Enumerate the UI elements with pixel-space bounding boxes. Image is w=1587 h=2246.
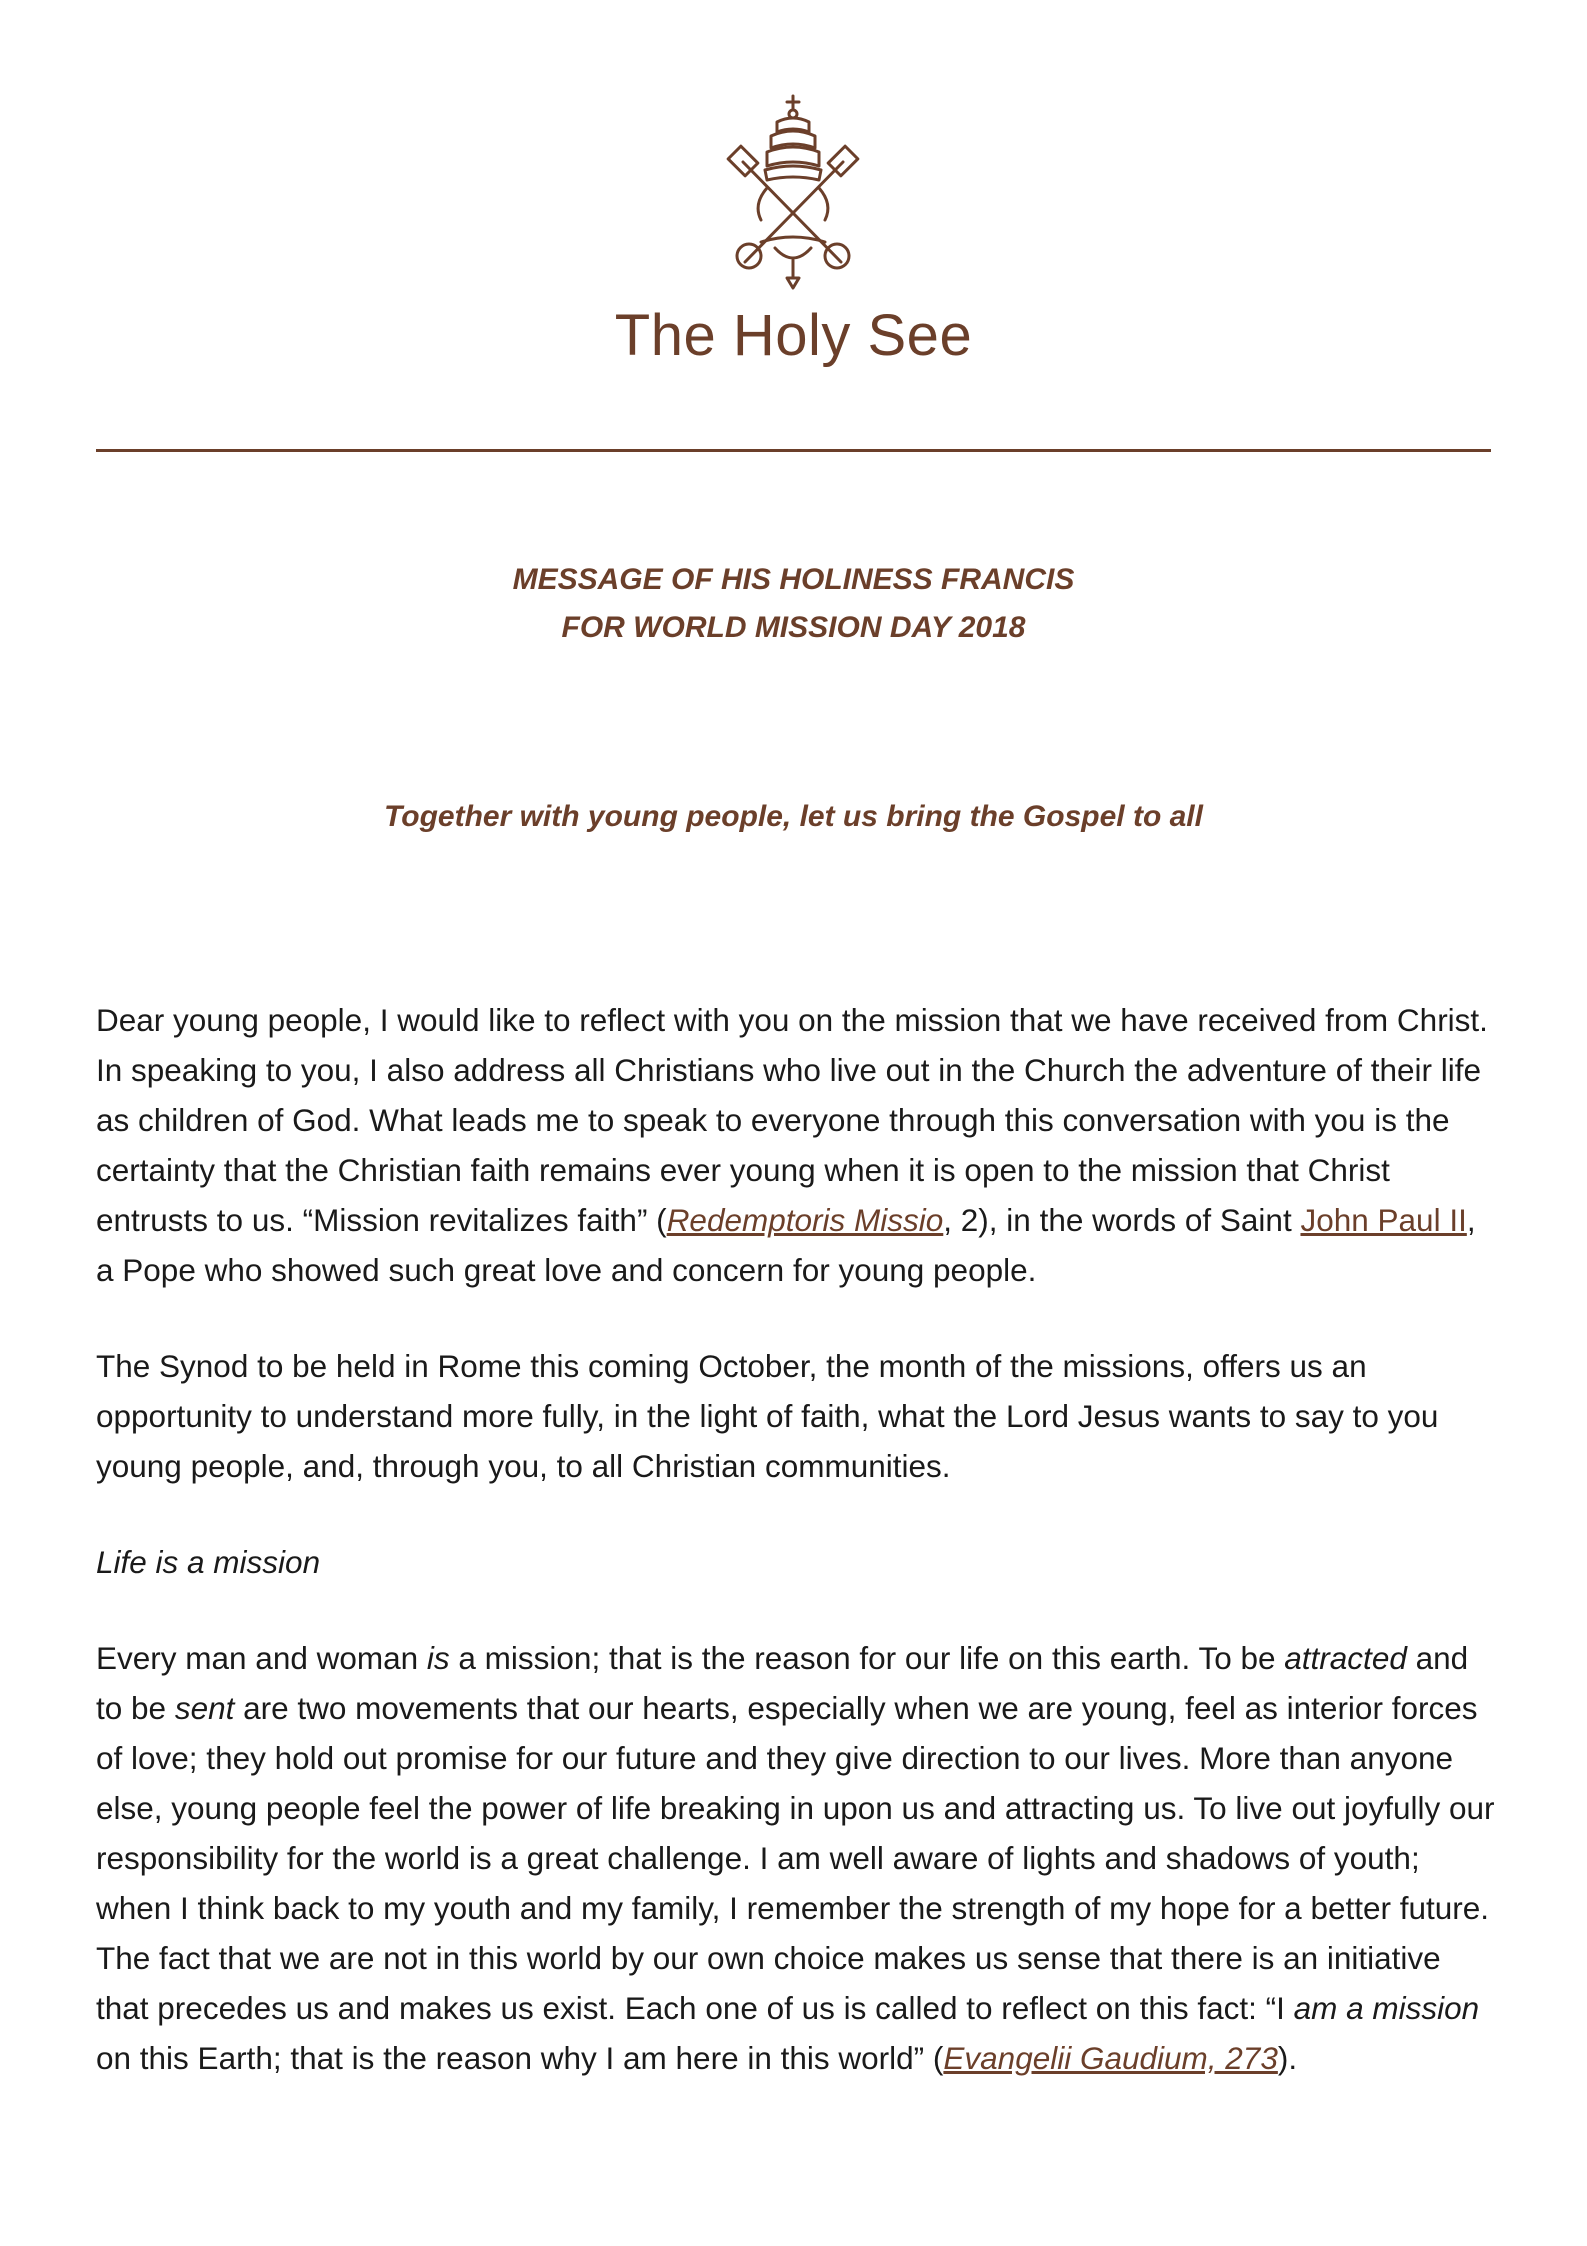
paragraph-text: , a Pope who showed such great love and concern for young people. [96, 1202, 1476, 1288]
emphasis-text: am a mission [1293, 1990, 1480, 2026]
redemptoris-missio-link[interactable]: Redemptoris Missio [666, 1202, 944, 1238]
header-divider [96, 449, 1491, 452]
paragraph [96, 995, 1496, 1295]
emphasis-text: sent [174, 1690, 235, 1726]
evangelii-gaudium-link[interactable]: Evangelii Gaudium, 273 [943, 2040, 1278, 2076]
document-subtitle: Together with young people, let us bring the Gospel to all [384, 800, 1203, 833]
john-paul-ii-link[interactable]: John Paul II [1300, 1202, 1467, 1238]
paragraph [96, 1633, 1496, 2083]
emphasis-text: is [426, 1640, 450, 1676]
document-title-line-1: MESSAGE OF HIS HOLINESS FRANCIS [512, 563, 1075, 596]
section-heading: Life is a mission [96, 1544, 321, 1580]
document-body [96, 995, 1496, 2129]
paragraph: The Synod to be held in Rome this coming October, the month of the missions, offers us an opportunity to understand more fully, in the light of faith, what the Lord Jesus wants to say to you young people, and, through you, to all Christian communities. [96, 1348, 1439, 1484]
paragraph-text: Dear young people, I would like to reflect with you on the mission that we have received from Christ. In speaking to you, I also address all Christians who live out in the Church the adventure of their life as children of God. What leads me to speak to everyone through this conversation with you is the certainty that the Christian faith remains ever young when it is open to the mission that Christ entrusts to us. “Mission revitalizes faith” ( [96, 1002, 1488, 1238]
document-title-line-2: FOR WORLD MISSION DAY 2018 [561, 611, 1026, 644]
site-title: The Holy See [614, 303, 973, 368]
paragraph-text: and to be [96, 1640, 1469, 1726]
papal-coat-of-arms-icon [713, 92, 873, 292]
paragraph-text: Every man and woman [96, 1640, 427, 1676]
paragraph-text: ). [1277, 2040, 1298, 2076]
paragraph-text: are two movements that our hearts, especially when we are young, feel as interior forces of love; they hold out promise for our future and they give direction to our lives. More than anyone else, young people feel the power of life breaking in upon us and attracting us. To live out joyfully our responsibility for the world is a great challenge. I am well aware of lights and shadows of youth; when I think back to my youth and my family, I remember the strength of my hope for a better future. The fact that we are not in this world by our own choice makes us sense that there is an initiative that precedes us and makes us exist. Each one of us is called to reflect on this fact: “I [96, 1690, 1495, 2026]
paragraph-text: , 2), in the words of Saint [943, 1202, 1301, 1238]
emphasis-text: attracted [1284, 1640, 1407, 1676]
paragraph-text: a mission; that is the reason for our life on this earth. To be [449, 1640, 1285, 1676]
document-title [0, 556, 1587, 652]
paragraph-text: on this Earth; that is the reason why I am here in this world” ( [96, 2040, 944, 2076]
